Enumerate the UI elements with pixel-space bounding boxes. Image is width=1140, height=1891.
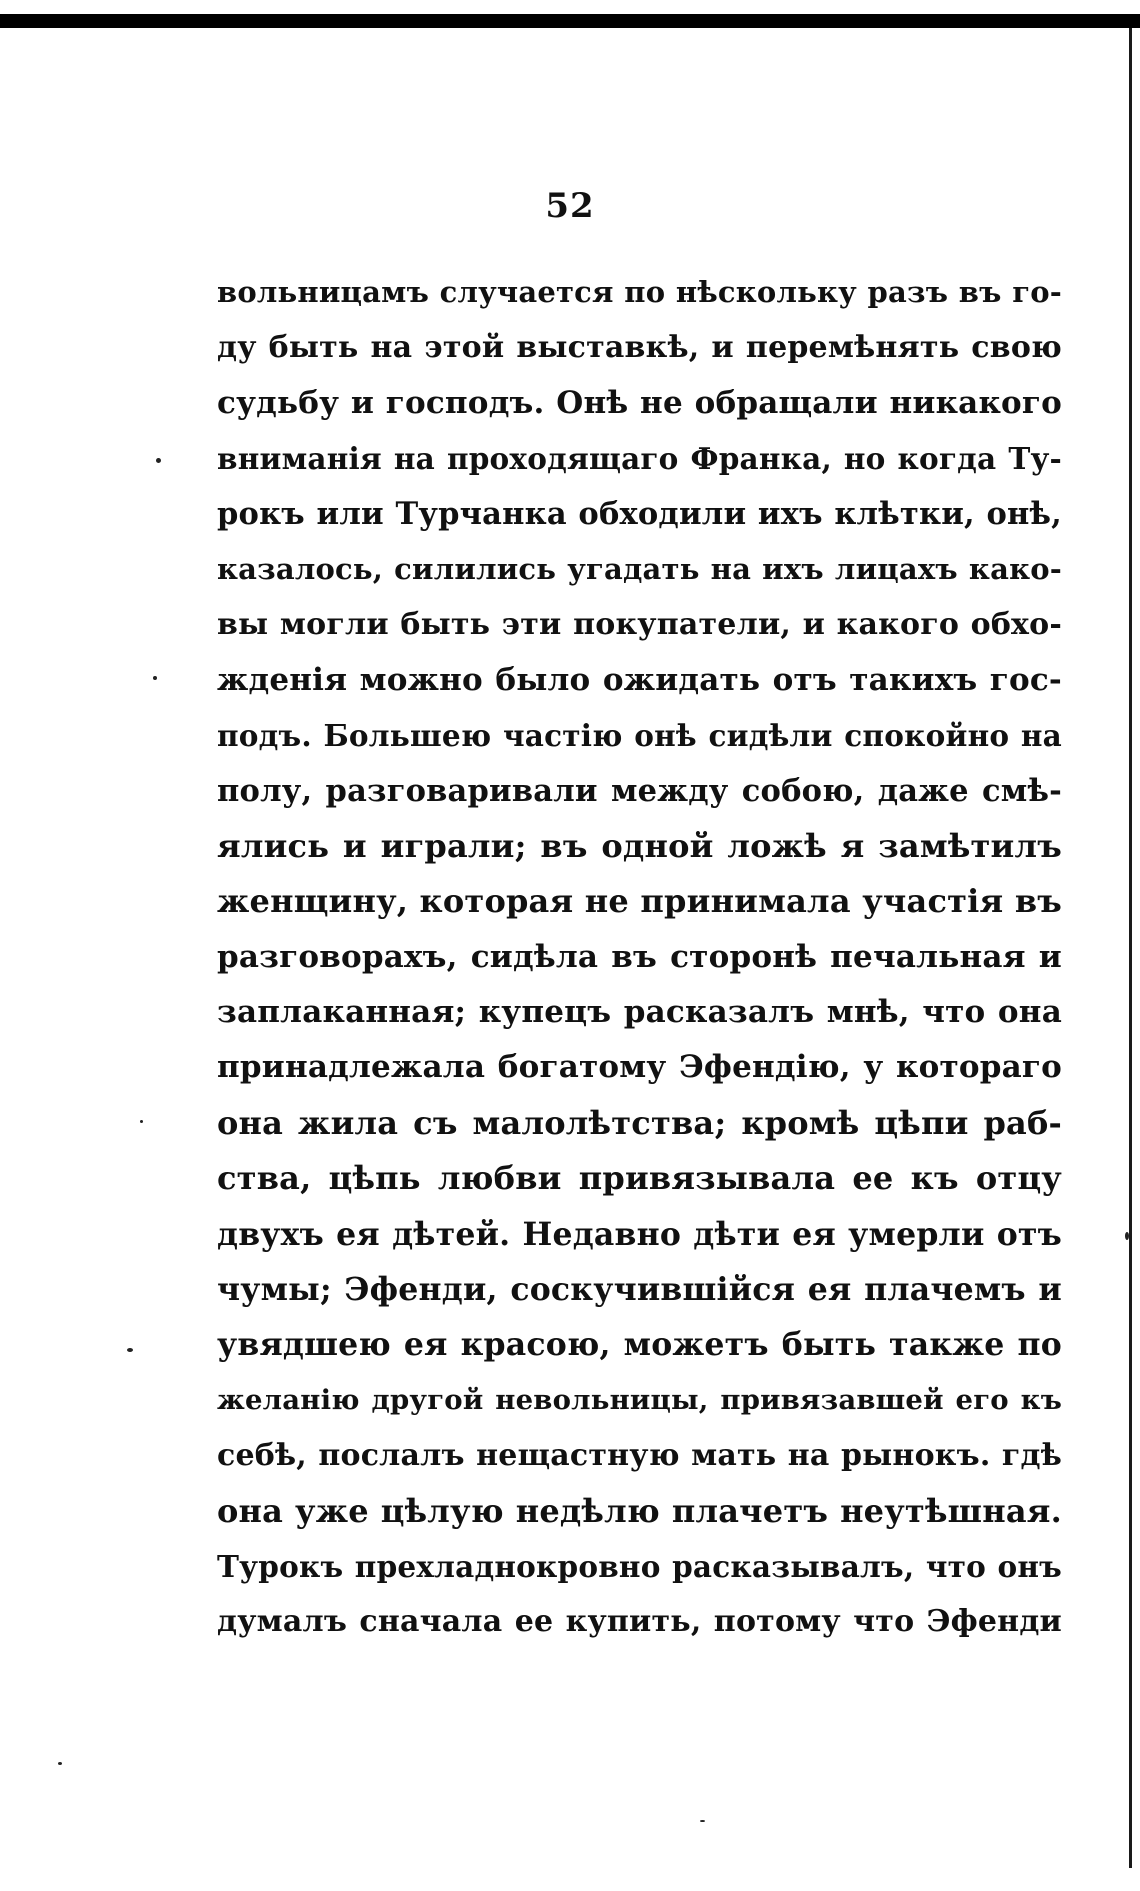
text-line: разговорахъ, сидѣла въ сторонѣ печальная и <box>217 938 1062 975</box>
scan-speck <box>156 458 161 463</box>
text-line: вы могли быть эти покупатели, и какого обхо- <box>217 607 1062 643</box>
scan-speck <box>153 676 157 680</box>
text-line: думалъ сначала ее купить, потому что Эфенди <box>217 1604 1062 1640</box>
text-line: подъ. Большею частію онѣ сидѣли спокойно на <box>217 718 1062 754</box>
text-line: она жила съ малолѣтства; кромѣ цѣпи раб- <box>217 1103 1062 1142</box>
text-line: принадлежала богатому Эфендію, у котораго <box>217 1049 1062 1086</box>
text-line: желанію другой невольницы, привязавшей его къ <box>217 1383 1062 1416</box>
text-line: жденія можно было ожидать отъ такихъ гос- <box>217 661 1062 698</box>
text-line: увядшею ея красою, можетъ быть также по <box>217 1326 1062 1364</box>
text-line: себѣ, послалъ нещастную мать на рынокъ. гдѣ <box>217 1438 1062 1474</box>
text-line: ства, цѣпь любви привязывала ее къ отцу <box>217 1159 1062 1198</box>
page-number: 52 <box>545 186 595 226</box>
text-line: она уже цѣлую недѣлю плачетъ неутѣшная. <box>217 1491 1062 1530</box>
scan-speck <box>1125 1232 1129 1240</box>
text-line: Турокъ прехладнокровно расказывалъ, что онъ <box>217 1548 1062 1584</box>
text-line: ду быть на этой выставкѣ, и перемѣнять свою <box>217 330 1062 366</box>
text-line: заплаканная; купецъ расказалъ мнѣ, что она <box>217 994 1062 1031</box>
body-text <box>217 265 1062 1650</box>
text-line: рокъ или Турчанка обходили ихъ клѣтки, онѣ, <box>217 495 1062 532</box>
scan-speck <box>700 1820 705 1822</box>
text-line: женщину, которая не принимала участія въ <box>217 882 1062 921</box>
right-page-edge <box>1129 28 1132 1868</box>
scan-speck <box>140 1120 143 1123</box>
text-line: вниманія на проходящаго Франка, но когда Ту- <box>217 441 1062 477</box>
scan-speck <box>127 1348 133 1352</box>
top-border-rule <box>0 14 1140 28</box>
text-line: казалось, силились угадать на ихъ лицахъ како- <box>217 551 1062 586</box>
scan-speck <box>58 1762 62 1765</box>
text-line: двухъ ея дѣтей. Недавно дѣти ея умерли отъ <box>217 1215 1062 1253</box>
text-line: чумы; Эфенди, соскучившійся ея плачемъ и <box>217 1271 1062 1309</box>
text-line: ялись и играли; въ одной ложѣ я замѣтилъ <box>217 826 1062 865</box>
text-line: вольницамъ случается по нѣскольку разъ въ го- <box>217 275 1062 309</box>
text-line: полу, разговаривали между собою, даже смѣ- <box>217 772 1062 809</box>
text-line: судьбу и господъ. Онѣ не обращали никакого <box>217 384 1062 421</box>
